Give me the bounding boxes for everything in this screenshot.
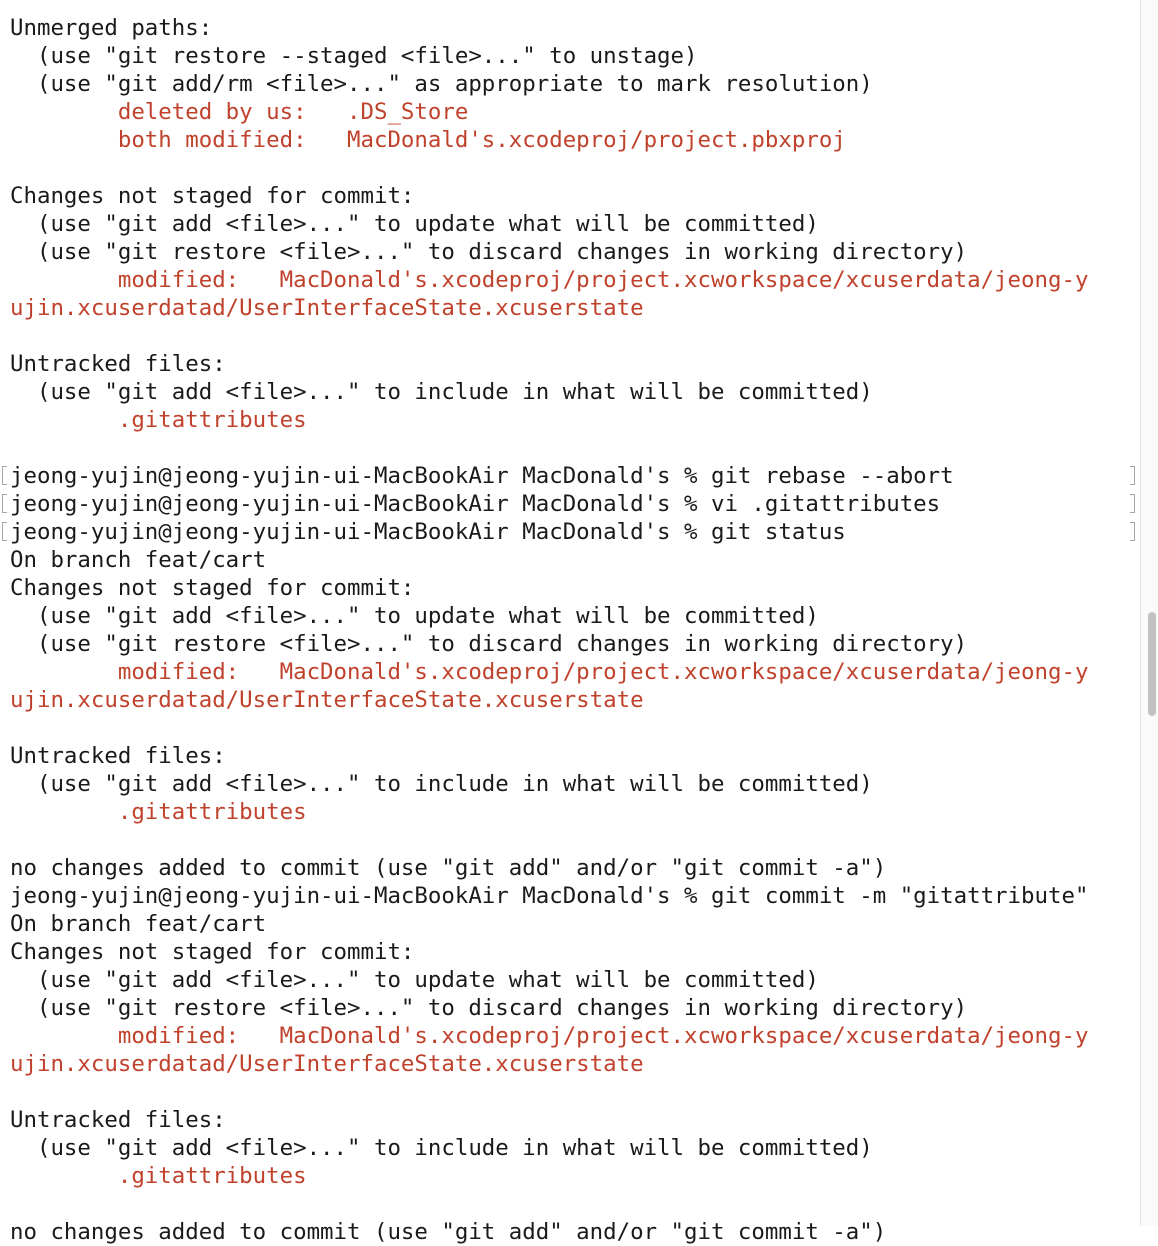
scrollbar-thumb[interactable] [1148, 612, 1156, 716]
terminal-line [10, 938, 1088, 966]
terminal-line [10, 462, 1088, 490]
output-text: (use "git add <file>..." to update what will be committed) [10, 603, 819, 629]
line-mark-right [1130, 494, 1135, 513]
line-mark-left [2, 494, 7, 513]
output-text: jeong-yujin@jeong-yujin-ui-MacBookAir MacDonald's % git status [10, 519, 846, 545]
terminal-line [10, 574, 1088, 602]
output-text: On branch feat/cart [10, 547, 267, 573]
terminal-line [10, 602, 1088, 630]
highlighted-path-text: .gitattributes [117, 407, 307, 433]
output-text: jeong-yujin@jeong-yujin-ui-MacBookAir MacDonald's % git rebase --abort [10, 463, 954, 489]
line-mark-right [1130, 522, 1135, 541]
output-text [10, 99, 118, 125]
output-text: jeong-yujin@jeong-yujin-ui-MacBookAir MacDonald's % vi .gitattributes [10, 491, 941, 517]
output-text: On branch feat/cart [10, 911, 267, 937]
output-text [10, 127, 118, 153]
line-mark-right [1130, 466, 1135, 485]
output-text: (use "git add <file>..." to include in what will be committed) [10, 771, 873, 797]
terminal-line [10, 994, 1088, 1022]
output-text: Untracked files: [10, 1107, 226, 1133]
highlighted-path-text: ujin.xcuserdatad/UserInterfaceState.xcuserstate [10, 295, 644, 321]
terminal-line [10, 742, 1088, 770]
output-text: Untracked files: [10, 743, 226, 769]
output-text: (use "git restore <file>..." to discard changes in working directory) [10, 631, 968, 657]
terminal-line [10, 70, 1088, 98]
output-text: Changes not staged for commit: [10, 939, 415, 965]
terminal-line [10, 1218, 1088, 1246]
highlighted-path-text: .gitattributes [117, 799, 307, 825]
terminal-line [10, 210, 1088, 238]
highlighted-path-text: modified: MacDonald's.xcodeproj/project.xcworkspace/xcuserdata/jeong-y [117, 1023, 1089, 1049]
highlighted-path-text: ujin.xcuserdatad/UserInterfaceState.xcuserstate [10, 687, 644, 713]
terminal-line [10, 770, 1088, 798]
blank-line [10, 434, 1088, 462]
terminal-line [10, 1106, 1088, 1134]
output-text [10, 799, 118, 825]
output-text [10, 1023, 118, 1049]
output-text: no changes added to commit (use "git add" and/or "git commit -a") [10, 1219, 887, 1245]
output-text: Untracked files: [10, 351, 226, 377]
output-text: (use "git add/rm <file>..." as appropriate to mark resolution) [10, 71, 873, 97]
terminal-line [10, 406, 1088, 434]
highlighted-path-text: modified: MacDonald's.xcodeproj/project.xcworkspace/xcuserdata/jeong-y [117, 267, 1089, 293]
terminal-line [10, 378, 1088, 406]
output-text: no changes added to commit (use "git add" and/or "git commit -a") [10, 855, 887, 881]
line-mark-left [2, 466, 7, 485]
terminal-output [10, 14, 1088, 1246]
highlighted-path-text: both modified: MacDonald's.xcodeproj/project.pbxproj [117, 127, 846, 153]
highlighted-path-text: deleted by us: .DS_Store [117, 99, 469, 125]
highlighted-path-text: modified: MacDonald's.xcodeproj/project.xcworkspace/xcuserdata/jeong-y [117, 659, 1089, 685]
output-text: jeong-yujin@jeong-yujin-ui-MacBookAir MacDonald's % git commit -m "gitattribute" [10, 883, 1089, 909]
terminal-line [10, 658, 1088, 686]
blank-line [10, 714, 1088, 742]
terminal-line [10, 14, 1088, 42]
terminal-line [10, 238, 1088, 266]
terminal-line [10, 1022, 1088, 1050]
blank-line [10, 826, 1088, 854]
terminal-line [10, 546, 1088, 574]
terminal-line [10, 350, 1088, 378]
terminal-line [10, 854, 1088, 882]
terminal-line [10, 266, 1088, 294]
blank-line [10, 154, 1088, 182]
output-text: (use "git restore --staged <file>..." to unstage) [10, 43, 698, 69]
output-text: (use "git restore <file>..." to discard changes in working directory) [10, 239, 968, 265]
line-mark-left [2, 522, 7, 541]
output-text: (use "git add <file>..." to include in what will be committed) [10, 379, 873, 405]
output-text [10, 407, 118, 433]
output-text: (use "git add <file>..." to include in what will be committed) [10, 1135, 873, 1161]
highlighted-path-text: .gitattributes [117, 1163, 307, 1189]
terminal-line [10, 1162, 1088, 1190]
terminal-line [10, 1050, 1088, 1078]
scrollbar[interactable] [1140, 0, 1158, 1226]
terminal-line [10, 798, 1088, 826]
output-text [10, 659, 118, 685]
output-text: (use "git restore <file>..." to discard changes in working directory) [10, 995, 968, 1021]
output-text: Unmerged paths: [10, 15, 213, 41]
terminal-line [10, 686, 1088, 714]
terminal-line [10, 294, 1088, 322]
terminal-line [10, 490, 1088, 518]
highlighted-path-text: ujin.xcuserdatad/UserInterfaceState.xcuserstate [10, 1051, 644, 1077]
terminal-line [10, 630, 1088, 658]
terminal-line [10, 182, 1088, 210]
terminal-line [10, 42, 1088, 70]
output-text [10, 267, 118, 293]
blank-line [10, 1190, 1088, 1218]
terminal-line [10, 882, 1088, 910]
terminal-line [10, 126, 1088, 154]
terminal-line [10, 1134, 1088, 1162]
terminal-line [10, 910, 1088, 938]
blank-line [10, 1078, 1088, 1106]
blank-line [10, 322, 1088, 350]
output-text [10, 1163, 118, 1189]
output-text: Changes not staged for commit: [10, 183, 415, 209]
terminal-line [10, 518, 1088, 546]
output-text: (use "git add <file>..." to update what will be committed) [10, 211, 819, 237]
terminal-line [10, 98, 1088, 126]
terminal-line [10, 966, 1088, 994]
output-text: (use "git add <file>..." to update what will be committed) [10, 967, 819, 993]
output-text: Changes not staged for commit: [10, 575, 415, 601]
